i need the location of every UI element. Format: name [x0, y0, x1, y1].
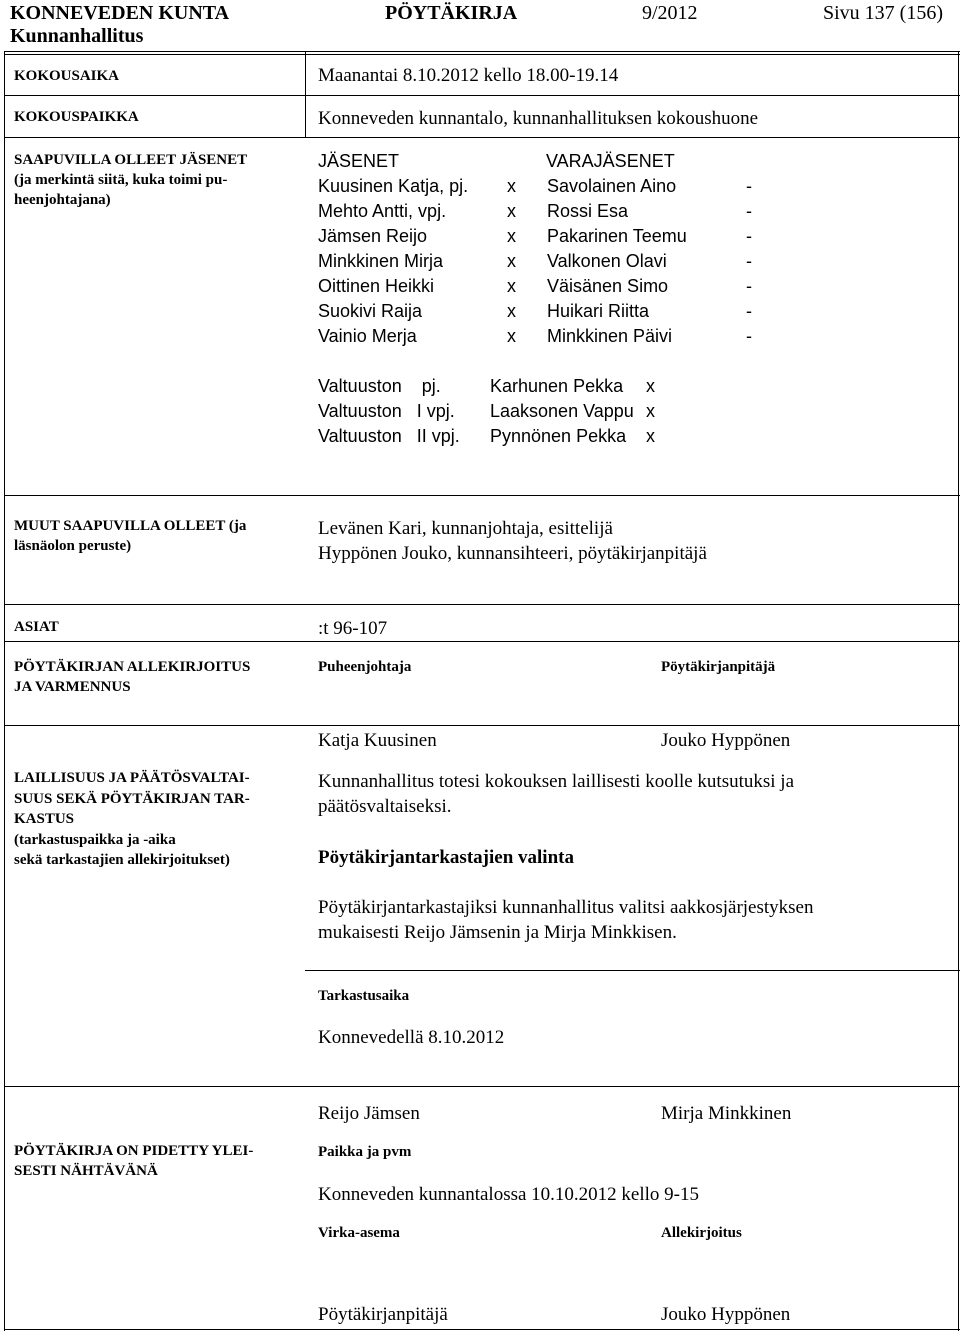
chair-name: Katja Kuusinen	[318, 730, 437, 751]
member-present-mark: x	[507, 176, 516, 196]
council-name: Karhunen Pekka	[490, 376, 624, 396]
attendance-label-line: SAAPUVILLA OLLEET JÄSENET	[14, 152, 248, 168]
signing-label	[14, 657, 250, 697]
position-value: Pöytäkirjanpitäjä	[318, 1304, 448, 1325]
frame-left	[4, 51, 5, 1331]
rule-1	[4, 95, 960, 96]
deputy-name: Valkonen Olavi	[547, 251, 667, 271]
council-present-mark: x	[646, 426, 655, 446]
deputy-name: Rossi Esa	[547, 201, 629, 221]
inspector-signer-2: Mirja Minkkinen	[661, 1103, 792, 1124]
deputy-present-mark: -	[746, 176, 752, 196]
others-line-2: Hyppönen Jouko, kunnansihteeri, pöytäkirjanpitäjä	[318, 543, 707, 564]
position-label: Virka-asema	[318, 1225, 400, 1241]
inspection-label: Tarkastusaika	[318, 988, 410, 1004]
inspection-place-date: Konnevedellä 8.10.2012	[318, 1027, 505, 1048]
deputy-present-mark: -	[746, 276, 752, 296]
member-name: Oittinen Heikki	[318, 276, 435, 296]
others-line-1: Levänen Kari, kunnanjohtaja, esittelijä	[318, 518, 613, 539]
council-role: Valtuuston pj.	[318, 376, 441, 396]
deputy-name: Savolainen Aino	[547, 176, 677, 196]
legality-label-line: KASTUS	[14, 811, 75, 827]
doc-type: PÖYTÄKIRJA	[385, 2, 518, 24]
header-rule	[4, 51, 960, 52]
body-name: Kunnanhallitus	[10, 25, 144, 47]
others-label-line: MUUT SAAPUVILLA OLLEET (ja	[14, 518, 247, 534]
secretary-name: Jouko Hyppönen	[661, 730, 791, 751]
rule-6	[4, 725, 960, 726]
member-name: Minkkinen Mirja	[318, 251, 444, 271]
member-name: Mehto Antti, vpj.	[318, 201, 447, 221]
council-role: Valtuuston I vpj.	[318, 401, 455, 421]
meeting-place-value: Konneveden kunnantalo, kunnanhallituksen kokoushuone	[318, 108, 759, 129]
member-name: Kuusinen Katja, pj.	[318, 176, 469, 196]
meeting-time-label: KOKOUSAIKA	[14, 68, 120, 84]
frame-right	[958, 51, 959, 1331]
rule-4	[4, 604, 960, 605]
member-present-mark: x	[507, 251, 516, 271]
member-name: Suokivi Raija	[318, 301, 423, 321]
deputy-present-mark: -	[746, 326, 752, 346]
council-name: Pynnönen Pekka	[490, 426, 627, 446]
legality-label	[14, 768, 250, 871]
meeting-time-value: Maanantai 8.10.2012 kello 18.00-19.14	[318, 65, 619, 86]
org-name: KONNEVEDEN KUNTA	[10, 2, 230, 24]
rule-3	[4, 495, 960, 496]
deputy-name: Huikari Riitta	[547, 301, 650, 321]
council-present-mark: x	[646, 401, 655, 421]
members-header: JÄSENET	[318, 151, 400, 171]
member-name: Vainio Merja	[318, 326, 417, 346]
member-present-mark: x	[507, 301, 516, 321]
signature-value: Jouko Hyppönen	[661, 1304, 791, 1325]
member-present-mark: x	[507, 226, 516, 246]
deputy-present-mark: -	[746, 226, 752, 246]
rule-7	[305, 970, 960, 971]
deputies-header: VARAJÄSENET	[546, 151, 675, 171]
attendance-label-line: (ja merkintä siitä, kuka toimi pu-	[14, 172, 228, 188]
inspectors-choice-2: mukaisesti Reijo Jämsenin ja Mirja Minkkisen.	[318, 922, 677, 943]
council-role: Valtuuston II vpj.	[318, 426, 460, 446]
deputy-name: Minkkinen Päivi	[547, 326, 673, 346]
rule-bottom	[4, 1329, 960, 1330]
public-label-line: PÖYTÄKIRJA ON PIDETTY YLEI-	[14, 1143, 254, 1159]
page-number: Sivu 137 (156)	[823, 2, 943, 24]
inspector-signer-1: Reijo Jämsen	[318, 1103, 420, 1124]
public-place-label: Paikka ja pvm	[318, 1144, 412, 1160]
member-present-mark: x	[507, 276, 516, 296]
signature-label: Allekirjoitus	[661, 1225, 742, 1241]
rule-5	[4, 641, 960, 642]
meeting-place-label: KOKOUSPAIKKA	[14, 109, 139, 125]
legality-label-line: sekä tarkastajien allekirjoitukset)	[14, 852, 230, 868]
attendance-label-line: heenjohtajana)	[14, 192, 111, 208]
rule-8	[4, 1086, 960, 1087]
member-present-mark: x	[507, 326, 516, 346]
legality-label-line: (tarkastuspaikka ja -aika	[14, 831, 176, 848]
items-label: ASIAT	[14, 619, 59, 635]
legality-text-2: päätösvaltaiseksi.	[318, 796, 452, 817]
legality-text-1: Kunnanhallitus totesi kokouksen laillisesti koolle kutsutuksi ja	[318, 771, 795, 792]
others-label	[14, 516, 246, 556]
deputy-present-mark: -	[746, 251, 752, 271]
member-name: Jämsen Reijo	[318, 226, 428, 246]
doc-number: 9/2012	[642, 2, 698, 24]
items-value: :t 96-107	[318, 618, 388, 639]
rule-2	[4, 137, 960, 138]
deputy-present-mark: -	[746, 201, 752, 221]
public-place-value: Konneveden kunnantalossa 10.10.2012 kello 9-15	[318, 1184, 699, 1205]
council-name: Laaksonen Vappu	[490, 401, 634, 421]
member-present-mark: x	[507, 201, 516, 221]
legality-label-line: SUUS SEKÄ PÖYTÄKIRJAN TAR-	[14, 790, 250, 807]
inspectors-choice-1: Pöytäkirjantarkastajiksi kunnanhallitus valitsi aakkosjärjestyksen	[318, 897, 814, 918]
chair-label: Puheenjohtaja	[318, 659, 412, 675]
header-rule-2	[4, 54, 960, 55]
deputy-name: Väisänen Simo	[547, 276, 669, 296]
attendance-label	[14, 150, 247, 210]
inspectors-heading: Pöytäkirjantarkastajien valinta	[318, 847, 574, 868]
public-label-line: SESTI NÄHTÄVÄNÄ	[14, 1163, 158, 1179]
deputy-present-mark: -	[746, 301, 752, 321]
public-label	[14, 1141, 253, 1181]
council-present-mark: x	[646, 376, 655, 396]
deputy-name: Pakarinen Teemu	[547, 226, 687, 246]
secretary-label: Pöytäkirjanpitäjä	[661, 659, 776, 675]
legality-label-line: LAILLISUUS JA PÄÄTÖSVALTAI-	[14, 770, 250, 786]
signing-label-line: PÖYTÄKIRJAN ALLEKIRJOITUS	[14, 659, 251, 675]
signing-label-line: JA VARMENNUS	[14, 679, 131, 695]
others-label-line: läsnäolon peruste)	[14, 538, 132, 554]
